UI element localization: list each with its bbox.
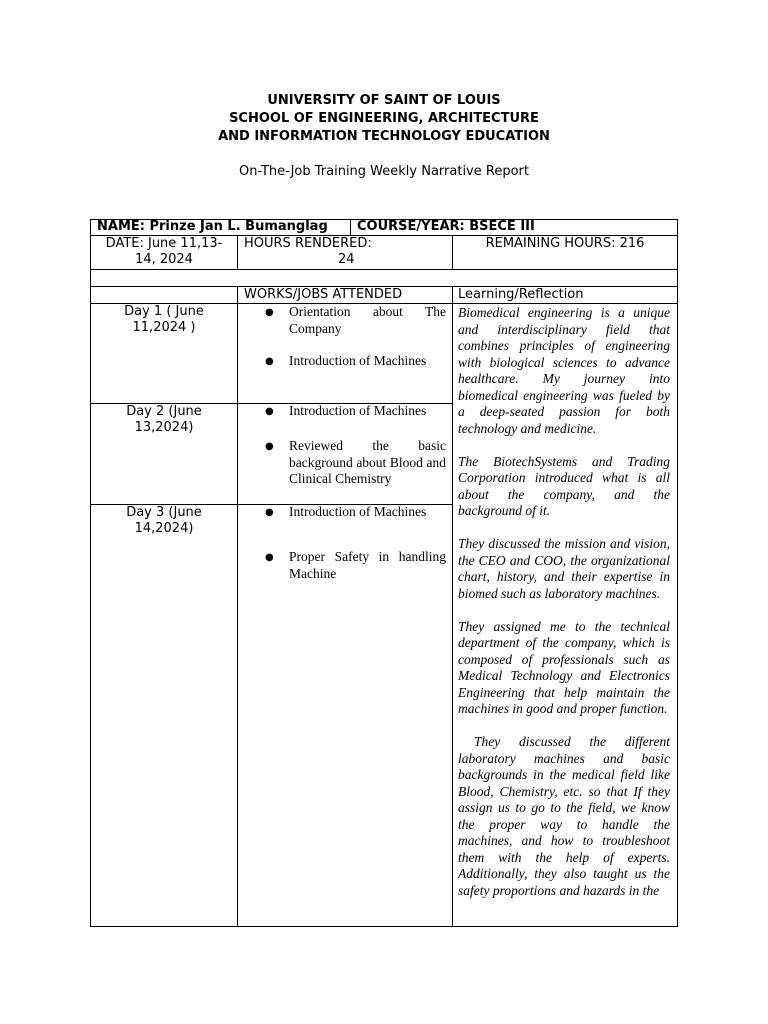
bullet-icon: ● (265, 356, 274, 367)
university-name: UNIVERSITY OF SAINT OF LOUIS (267, 93, 501, 108)
day-2-task-2: Reviewed the basic background about Blood and Clinical Chemistry (289, 438, 446, 486)
works-column-header: WORKS/JOBS ATTENDED (244, 287, 403, 302)
row-divider (91, 269, 677, 270)
reflection-paragraph: They assigned me to the technical department of the company, which is composed of professionals such as Medical Technology and Electronics Engineering that help maintain the machines in good and proper function. (458, 618, 670, 716)
day-1-task-2: Introduction of Machines (289, 353, 427, 368)
bullet-icon: ● (265, 441, 274, 452)
day-3-task-1: Introduction of Machines (289, 504, 427, 519)
day-2-label: Day 2 (June 13,2024) (126, 404, 202, 435)
day-1-task-1: Orientation about The Company (289, 304, 446, 336)
day-1-label: Day 1 ( June 11,2024 ) (124, 304, 204, 335)
reflection-column-header: Learning/Reflection (458, 287, 584, 302)
hours-value: 24 (338, 252, 355, 267)
date-line-1: DATE: June 11,13- (105, 236, 223, 251)
report-title: On-The-Job Training Weekly Narrative Report (239, 164, 529, 179)
day-2-task-1: Introduction of Machines (289, 403, 427, 418)
document-header (0, 92, 768, 146)
col-divider (452, 286, 453, 926)
day-3-label: Day 3 (June 14,2024) (126, 505, 202, 536)
report-table (90, 219, 678, 927)
bullet-icon: ● (265, 406, 274, 417)
school-name: SCHOOL OF ENGINEERING, ARCHITECTURE (229, 111, 539, 126)
col-divider (237, 286, 238, 926)
bullet-icon: ● (265, 307, 274, 318)
reflection-paragraph: Biomedical engineering is a unique and interdisciplinary field that combines principles of engineering with biological sciences to advance healthcare. My journey into biomedical engineering was fueled by a deep-seated passion for both technology and medicine. (458, 305, 670, 436)
bullet-icon: ● (265, 507, 274, 518)
col-divider (350, 220, 351, 235)
hours-rendered-field (244, 236, 444, 268)
course-field: COURSE/YEAR: BSECE III (357, 219, 535, 234)
reflection-text (458, 305, 670, 916)
date-line-2: 14, 2024 (135, 252, 193, 267)
col-divider (237, 235, 238, 269)
reflection-paragraph: They discussed the different laboratory machines and basic backgrounds in the medical field like Blood, Chemistry, etc. so that If they assign us to go to the field, we know the proper way to handle the machines, and how to troubleshoot them with the help of experts. Additionally, they also taught us the safety proportions and hazards in the (458, 734, 670, 898)
hours-label: HOURS RENDERED: (244, 236, 372, 251)
date-field (91, 236, 237, 268)
remaining-hours-field: REMAINING HOURS: 216 (485, 236, 645, 251)
name-field: NAME: Prinze Jan L. Bumanglag (97, 219, 328, 234)
reflection-paragraph: They discussed the mission and vision, the CEO and COO, the organizational chart, history, and their expertise in biomed such as laboratory machines. (458, 536, 670, 601)
department-name: AND INFORMATION TECHNOLOGY EDUCATION (218, 129, 550, 144)
day-3-task-2: Proper Safety in handling Machine (289, 549, 446, 581)
reflection-paragraph: The BiotechSystems and Trading Corporation introduced what is all about the company, and the background of it. (458, 453, 670, 518)
bullet-icon: ● (265, 552, 274, 563)
